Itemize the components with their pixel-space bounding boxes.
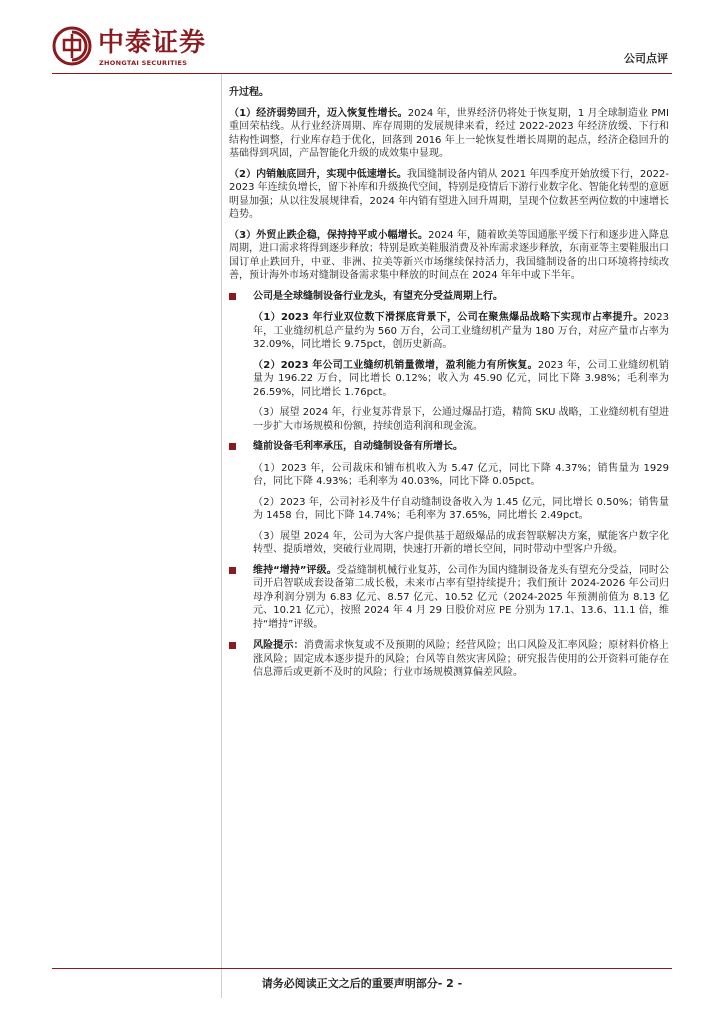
risk-bullet — [229, 639, 669, 680]
rating-body: 受益缝制机械行业复苏，公司作为国内缝制设备龙头有望充分受益，同时公司开启智联成套设备第二成长极，未来市占率有望持续提升；我们预计 2024-2026 年公司归母净利润分别为 6.83 亿元、8.57 亿元、10.52 亿元（2024-2025 年预测前值为 8.13 亿元、10.21 亿元），按照 2024 年 4 月 29 日股价对应 PE 分别为 17.1、13.6、11.1 倍，维持“增持”评级。 — [253, 564, 670, 630]
brand-name-en: ZHONGTAI SECURITIES — [99, 59, 188, 67]
economy-title: （1）经济弱势回升，迈入恢复性增长。 — [229, 107, 408, 119]
rating-title: 维持“增持”评级。 — [253, 564, 337, 576]
bullet-square-icon — [229, 567, 236, 574]
export-title: （3）外贸止跌企稳，保持持平或小幅增长。 — [229, 229, 429, 241]
page-number: - 2 - — [437, 977, 463, 990]
page-header — [0, 0, 724, 78]
industry-leader-bullet — [229, 290, 669, 304]
outlook-sewing-paragraph: （3）展望 2024 年，行业复苏背景下，公通过爆品打造，精简 SKU 战略，工业缝纫机有望进一步扩大市场规模和份额，持续创造利润和现金流。 — [253, 407, 669, 432]
industry-leader-title: 公司是全球缝制设备行业龙头，有望充分受益周期上行。 — [253, 290, 503, 302]
page-footer — [0, 975, 724, 991]
cutting-paragraph: （1）2023 年，公司裁床和铺布机收入为 5.47 亿元，同比下降 4.37%；销售量为 1929 台，同比下降 4.93%；毛利率为 40.03%，同比下降 0.05pct。 — [253, 462, 669, 487]
bullet-square-icon — [229, 443, 236, 450]
risk-body: 消费需求恢复或不及预期的风险；经营风险；出口风险及汇率风险；原材料价格上涨风险；固定成本逐步提升的风险；台风等自然灾害风险；研究报告使用的公开资料可能存在信息滞后或更新不及时的风险；行业市场规模测算偏差风险。 — [253, 640, 669, 678]
export-paragraph — [229, 229, 669, 283]
auto-sewing-paragraph: （2）2023 年，公司衬衫及牛仔自动缝制设备收入为 1.45 亿元，同比增长 0.50%；销售量为 1458 台，同比下降 14.74%；毛利率为 37.65%，同比增长 2.49pct。 — [253, 496, 669, 521]
risk-title: 风险提示： — [253, 640, 304, 651]
sewing-sales-body: 2023 年，公司工业缝纫机销量为 196.22 万台，同比增长 0.12%；收入为 45.90 亿元，同比下降 3.98%；毛利率为 26.59%，同比增长 1.76pct。 — [253, 359, 669, 398]
brand-name-cn: 中泰证券 — [98, 28, 207, 58]
sewing-sales-title: （2）2023 年公司工业缝纫机销量微增，盈利能力有所恢复。 — [253, 359, 538, 371]
footer-divider — [52, 968, 672, 969]
continuation-text — [229, 86, 669, 100]
export-body: 2024 年，随着欧美等国通胀平缓下行和逐步进入降息周期，进口需求将得到逐步释放；特别是欧美鞋服消费及补库需求逐步释放，东南亚等主要鞋服出口国订单止跌回升，中亚、非洲、拉美等新兴市场继续保持活力，我国缝制设备的出口环境将持续改善，预计海外市场对缝制设备需求集中释放的时间点在 2024 年年中或下半年。 — [229, 229, 669, 281]
disclaimer-notice: 请务必阅读正文之后的重要声明部分 — [261, 977, 438, 990]
market-share-title: （1）2023 年行业双位数下滑探底背景下，公司在聚焦爆品战略下实现市占率提升。 — [253, 312, 644, 323]
domestic-paragraph — [229, 168, 669, 222]
bullet-square-icon — [229, 293, 236, 300]
header-divider — [52, 73, 672, 74]
pre-sewing-title: 缝前设备毛利率承压，自动缝制设备有所增长。 — [253, 441, 463, 452]
pre-sewing-bullet — [229, 440, 669, 454]
continuation-bold: 升过程。 — [229, 87, 269, 98]
left-column-divider — [221, 74, 222, 998]
domestic-body: 我国缝制设备内销从 2021 年四季度开始放缓下行，2022-2023 年连续负增长，留下补库和升级换代空间，特别是疫情后下游行业数字化、智能化转型的意愿明显加强；从以往发展规律看，2024 年内销有望进入回升周期，呈现个位数甚至两位数的中速增长趋势。 — [229, 168, 669, 220]
report-type-label: 公司点评 — [624, 52, 668, 65]
zhongtai-logo-icon — [52, 26, 92, 66]
economy-paragraph — [229, 107, 669, 161]
report-body — [229, 86, 669, 688]
sewing-sales-paragraph — [229, 359, 669, 400]
outlook-solutions-paragraph: （3）展望 2024 年，公司为大客户提供基于超级爆品的成套智联解决方案，赋能客户数字化转型、提质增效，突破行业周期，快速打开新的增长空间，同时带动中型客户升级。 — [253, 530, 669, 555]
rating-bullet — [229, 564, 669, 632]
market-share-paragraph — [229, 311, 669, 352]
economy-body: 2024 年，世界经济仍将处于恢复期，1 月全球制造业 PMI 重回荣枯线。从行业经济周期、库存周期的发展规律来看，经过 2022-2023 年经济放缓、下行和结构性调整，行业库存趋于优化，回落到 2016 年上一轮恢复性增长周期的起点，经济企稳回升的基础得到巩固，产品智能化升级的成效集中显现。 — [229, 107, 669, 159]
domestic-title: （2）内销触底回升，实现中低速增长。 — [229, 168, 407, 180]
market-share-body: 2023 年，工业缝纫机总产量约为 560 万台，公司工业缝纫机产量为 180 万台，对应产量市占率为 32.09%，同比增长 9.75pct，创历史新高。 — [253, 312, 669, 350]
bullet-square-icon — [229, 642, 236, 649]
